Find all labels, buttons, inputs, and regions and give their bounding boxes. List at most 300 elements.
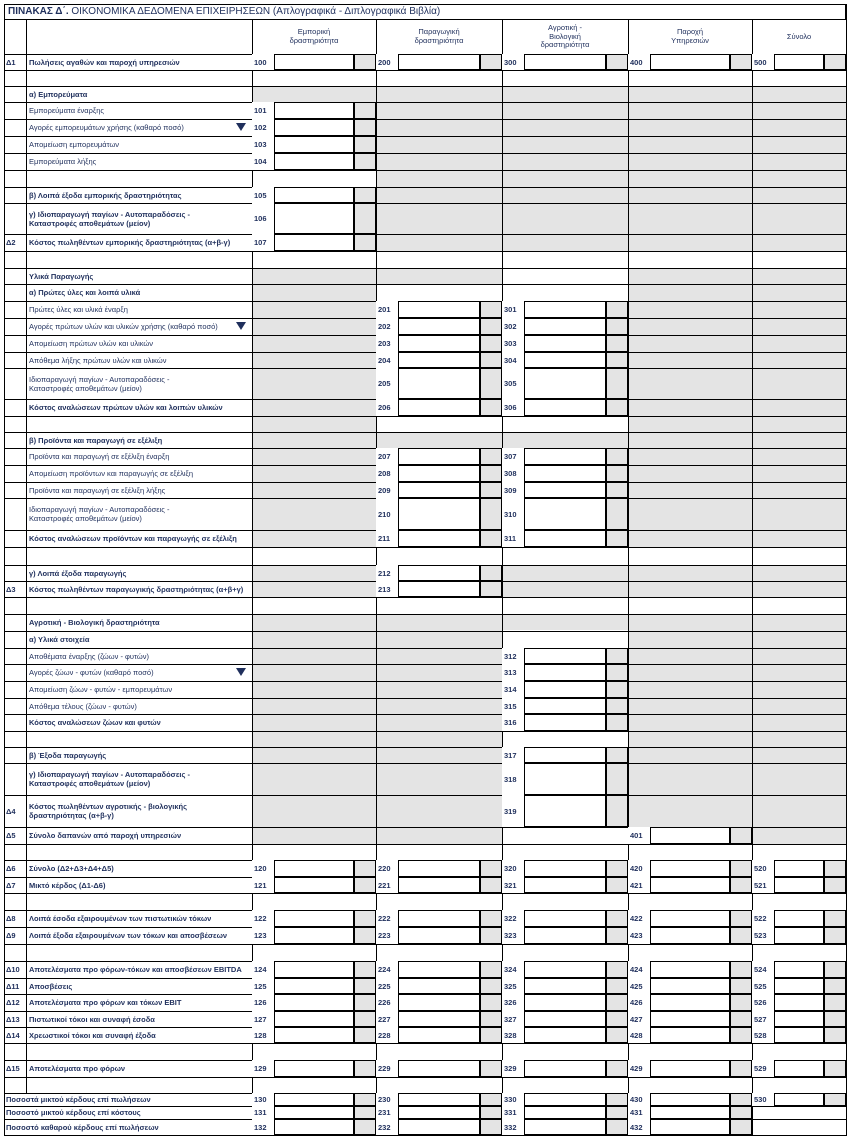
amount-field[interactable] xyxy=(524,399,606,416)
amount-field[interactable] xyxy=(524,698,606,714)
decimal-field[interactable] xyxy=(824,1093,846,1106)
amount-field[interactable] xyxy=(274,102,354,119)
decimal-field[interactable] xyxy=(730,827,752,844)
field-code: 500 xyxy=(752,54,774,70)
decimal-field[interactable] xyxy=(606,465,628,482)
decimal-field[interactable] xyxy=(354,877,376,893)
amount-field[interactable] xyxy=(398,860,480,877)
decimal-field[interactable] xyxy=(354,234,376,251)
amount-field[interactable] xyxy=(398,448,480,465)
field-code: 120 xyxy=(252,860,274,877)
amount-field[interactable] xyxy=(774,994,824,1011)
amount-field[interactable] xyxy=(524,335,606,352)
amount-field[interactable] xyxy=(524,301,606,318)
decimal-field[interactable] xyxy=(480,482,502,498)
decimal-field[interactable] xyxy=(606,498,628,530)
amount-field[interactable] xyxy=(524,1011,606,1027)
form-title xyxy=(4,4,846,20)
field-code: 200 xyxy=(376,54,398,70)
decimal-field[interactable] xyxy=(730,1060,752,1077)
decimal-field[interactable] xyxy=(480,368,502,399)
amount-field[interactable] xyxy=(274,910,354,927)
amount-field[interactable] xyxy=(398,301,480,318)
amount-field[interactable] xyxy=(774,1060,824,1077)
decimal-field[interactable] xyxy=(354,978,376,994)
amount-field[interactable] xyxy=(774,1093,824,1106)
field-code: 230 xyxy=(376,1093,398,1106)
decimal-field[interactable] xyxy=(730,927,752,944)
decimal-field[interactable] xyxy=(354,927,376,944)
decimal-field[interactable] xyxy=(606,927,628,944)
row-label: Ιδιοπαραγωγή παγίων - Αυτοπαραδόσεις - Καταστροφές αποθεμάτων (μείον) xyxy=(29,505,170,523)
decimal-field[interactable] xyxy=(606,681,628,698)
amount-field[interactable] xyxy=(650,877,730,893)
row-label: Πωλήσεις αγαθών και παροχή υπηρεσιών xyxy=(29,57,180,67)
row-code: Δ10 xyxy=(6,965,20,974)
field-code: 101 xyxy=(252,102,274,119)
decimal-field[interactable] xyxy=(354,1027,376,1043)
row-label: Απόθεμα λήξης πρώτων υλών και υλικών xyxy=(29,355,167,365)
decimal-field[interactable] xyxy=(480,927,502,944)
amount-field[interactable] xyxy=(398,978,480,994)
dropdown-triangle-icon[interactable] xyxy=(236,322,246,330)
amount-field[interactable] xyxy=(398,530,480,547)
decimal-field[interactable] xyxy=(354,994,376,1011)
decimal-field[interactable] xyxy=(606,448,628,465)
decimal-field[interactable] xyxy=(824,54,846,70)
decimal-field[interactable] xyxy=(606,747,628,763)
amount-field[interactable] xyxy=(774,860,824,877)
amount-field[interactable] xyxy=(398,1011,480,1027)
field-code: 126 xyxy=(252,994,274,1011)
amount-field[interactable] xyxy=(524,877,606,893)
decimal-field[interactable] xyxy=(606,301,628,318)
amount-field[interactable] xyxy=(524,498,606,530)
amount-field[interactable] xyxy=(774,1011,824,1027)
amount-field[interactable] xyxy=(524,714,606,731)
amount-field[interactable] xyxy=(398,565,480,581)
decimal-field[interactable] xyxy=(606,763,628,795)
decimal-field[interactable] xyxy=(480,910,502,927)
field-code: 523 xyxy=(752,927,774,944)
field-code: 207 xyxy=(376,448,398,465)
amount-field[interactable] xyxy=(274,961,354,978)
field-code: 232 xyxy=(376,1119,398,1135)
decimal-field[interactable] xyxy=(606,978,628,994)
amount-field[interactable] xyxy=(274,1093,354,1106)
amount-field[interactable] xyxy=(398,54,480,70)
decimal-field[interactable] xyxy=(730,910,752,927)
decimal-field[interactable] xyxy=(354,102,376,119)
decimal-field[interactable] xyxy=(354,1060,376,1077)
gray-block xyxy=(502,432,628,448)
decimal-field[interactable] xyxy=(354,153,376,170)
field-code: 427 xyxy=(628,1011,650,1027)
decimal-field[interactable] xyxy=(730,961,752,978)
decimal-field[interactable] xyxy=(480,1060,502,1077)
amount-field[interactable] xyxy=(650,994,730,1011)
amount-field[interactable] xyxy=(774,54,824,70)
decimal-field[interactable] xyxy=(606,698,628,714)
row-code: Δ4 xyxy=(6,806,16,816)
gray-block xyxy=(752,268,846,547)
row-label: α) Υλικά στοιχεία xyxy=(29,635,90,644)
decimal-field[interactable] xyxy=(824,961,846,978)
gray-block xyxy=(252,86,376,102)
amount-field[interactable] xyxy=(398,335,480,352)
field-code: 522 xyxy=(752,910,774,927)
amount-field[interactable] xyxy=(274,978,354,994)
decimal-field[interactable] xyxy=(480,530,502,547)
decimal-field[interactable] xyxy=(480,1093,502,1106)
amount-field[interactable] xyxy=(524,961,606,978)
amount-field[interactable] xyxy=(524,681,606,698)
amount-field[interactable] xyxy=(274,1060,354,1077)
decimal-field[interactable] xyxy=(606,482,628,498)
decimal-field[interactable] xyxy=(606,877,628,893)
amount-field[interactable] xyxy=(524,763,606,795)
decimal-field[interactable] xyxy=(480,994,502,1011)
field-code: 203 xyxy=(376,335,398,352)
row-label: Πρώτες ύλες και υλικά έναρξη xyxy=(29,305,128,314)
row-label: γ) Ιδιοπαραγωγή παγίων - Αυτοπαραδόσεις - Καταστροφές αποθεμάτων (μείον) xyxy=(29,209,190,228)
decimal-field[interactable] xyxy=(480,448,502,465)
amount-field[interactable] xyxy=(274,203,354,234)
decimal-field[interactable] xyxy=(730,877,752,893)
amount-field[interactable] xyxy=(274,136,354,153)
field-code: 128 xyxy=(252,1027,274,1043)
section-line xyxy=(4,547,846,548)
row-code: Δ9 xyxy=(6,931,16,940)
decimal-field[interactable] xyxy=(354,1106,376,1119)
decimal-field[interactable] xyxy=(606,994,628,1011)
amount-field[interactable] xyxy=(524,1119,606,1135)
amount-field[interactable] xyxy=(398,498,480,530)
amount-field[interactable] xyxy=(524,1106,606,1119)
decimal-field[interactable] xyxy=(730,1106,752,1119)
field-code: 326 xyxy=(502,994,524,1011)
decimal-field[interactable] xyxy=(354,1011,376,1027)
amount-field[interactable] xyxy=(274,187,354,203)
decimal-field[interactable] xyxy=(606,961,628,978)
amount-field[interactable] xyxy=(398,368,480,399)
amount-field[interactable] xyxy=(524,352,606,368)
amount-field[interactable] xyxy=(650,927,730,944)
amount-field[interactable] xyxy=(274,234,354,251)
decimal-field[interactable] xyxy=(354,187,376,203)
decimal-field[interactable] xyxy=(606,399,628,416)
amount-field[interactable] xyxy=(650,961,730,978)
amount-field[interactable] xyxy=(524,994,606,1011)
decimal-field[interactable] xyxy=(354,961,376,978)
amount-field[interactable] xyxy=(650,1119,730,1135)
amount-field[interactable] xyxy=(650,1093,730,1106)
decimal-field[interactable] xyxy=(824,978,846,994)
field-code: 530 xyxy=(752,1093,774,1106)
row-code: Δ7 xyxy=(6,880,16,890)
amount-field[interactable] xyxy=(650,827,730,844)
amount-field[interactable] xyxy=(524,1027,606,1043)
decimal-field[interactable] xyxy=(480,877,502,893)
decimal-field[interactable] xyxy=(824,860,846,877)
amount-field[interactable] xyxy=(650,910,730,927)
field-code: 225 xyxy=(376,978,398,994)
amount-field[interactable] xyxy=(274,877,354,893)
decimal-field[interactable] xyxy=(480,318,502,335)
amount-field[interactable] xyxy=(274,860,354,877)
amount-field[interactable] xyxy=(524,465,606,482)
decimal-field[interactable] xyxy=(480,335,502,352)
decimal-field[interactable] xyxy=(354,203,376,234)
amount-field[interactable] xyxy=(524,664,606,681)
section-line xyxy=(4,844,846,845)
amount-field[interactable] xyxy=(398,994,480,1011)
field-code: 227 xyxy=(376,1011,398,1027)
decimal-field[interactable] xyxy=(354,136,376,153)
amount-field[interactable] xyxy=(398,581,480,597)
amount-field[interactable] xyxy=(774,978,824,994)
row-code: Δ12 xyxy=(6,998,20,1007)
decimal-field[interactable] xyxy=(480,581,502,597)
amount-field[interactable] xyxy=(274,1106,354,1119)
decimal-field[interactable] xyxy=(606,1060,628,1077)
decimal-field[interactable] xyxy=(824,910,846,927)
decimal-field[interactable] xyxy=(824,1060,846,1077)
amount-field[interactable] xyxy=(774,877,824,893)
amount-field[interactable] xyxy=(398,1119,480,1135)
decimal-field[interactable] xyxy=(730,54,752,70)
decimal-field[interactable] xyxy=(606,530,628,547)
field-code: 206 xyxy=(376,399,398,416)
decimal-field[interactable] xyxy=(606,1011,628,1027)
dropdown-triangle-icon[interactable] xyxy=(236,668,246,676)
row-label: Αποτελέσματα προ φόρων και τόκων EBIT xyxy=(29,998,182,1007)
field-code: 329 xyxy=(502,1060,524,1077)
decimal-field[interactable] xyxy=(480,498,502,530)
amount-field[interactable] xyxy=(274,1027,354,1043)
amount-field[interactable] xyxy=(524,530,606,547)
decimal-field[interactable] xyxy=(480,465,502,482)
decimal-field[interactable] xyxy=(354,1093,376,1106)
amount-field[interactable] xyxy=(774,910,824,927)
decimal-field[interactable] xyxy=(606,648,628,664)
section-line xyxy=(4,944,846,945)
amount-field[interactable] xyxy=(398,352,480,368)
amount-field[interactable] xyxy=(398,399,480,416)
field-code: 526 xyxy=(752,994,774,1011)
amount-field[interactable] xyxy=(650,1011,730,1027)
amount-field[interactable] xyxy=(398,910,480,927)
dropdown-triangle-icon[interactable] xyxy=(236,123,246,131)
gray-block xyxy=(628,747,752,763)
decimal-field[interactable] xyxy=(480,961,502,978)
field-code: 304 xyxy=(502,352,524,368)
row-label: β) Λοιπά έξοδα εμπορικής δραστηριότητας xyxy=(29,190,182,200)
decimal-field[interactable] xyxy=(480,301,502,318)
amount-field[interactable] xyxy=(398,318,480,335)
amount-field[interactable] xyxy=(524,54,606,70)
amount-field[interactable] xyxy=(524,1060,606,1077)
decimal-field[interactable] xyxy=(354,1119,376,1135)
field-code: 220 xyxy=(376,860,398,877)
amount-field[interactable] xyxy=(398,961,480,978)
decimal-field[interactable] xyxy=(606,368,628,399)
amount-field[interactable] xyxy=(274,119,354,136)
row-label: Αποτελέσματα προ φόρων xyxy=(29,1064,126,1073)
decimal-field[interactable] xyxy=(824,1011,846,1027)
row-code: Δ11 xyxy=(6,981,20,991)
amount-field[interactable] xyxy=(524,648,606,664)
amount-field[interactable] xyxy=(650,54,730,70)
row-label: Κόστος πωληθέντων εμπορικής δραστηριότητας (α+β-γ) xyxy=(29,238,231,247)
decimal-field[interactable] xyxy=(480,565,502,581)
decimal-field[interactable] xyxy=(354,119,376,136)
decimal-field[interactable] xyxy=(480,1106,502,1119)
field-code: 212 xyxy=(376,565,398,581)
decimal-field[interactable] xyxy=(354,910,376,927)
form-title-suffix: (Απλογραφικά - Διπλογραφικά Βιβλία) xyxy=(270,6,441,17)
field-code: 229 xyxy=(376,1060,398,1077)
decimal-field[interactable] xyxy=(606,335,628,352)
form-title-prefix: ΠΙΝΑΚΑΣ Δ΄. xyxy=(8,6,69,17)
amount-field[interactable] xyxy=(524,910,606,927)
amount-field[interactable] xyxy=(650,860,730,877)
amount-field[interactable] xyxy=(650,978,730,994)
decimal-field[interactable] xyxy=(730,994,752,1011)
row-line xyxy=(4,731,846,732)
decimal-field[interactable] xyxy=(606,1106,628,1119)
field-code: 524 xyxy=(752,961,774,978)
decimal-field[interactable] xyxy=(480,1011,502,1027)
amount-field[interactable] xyxy=(398,1027,480,1043)
amount-field[interactable] xyxy=(398,927,480,944)
amount-field[interactable] xyxy=(650,1060,730,1077)
amount-field[interactable] xyxy=(524,318,606,335)
amount-field[interactable] xyxy=(524,978,606,994)
field-code: 315 xyxy=(502,698,524,714)
decimal-field[interactable] xyxy=(480,978,502,994)
decimal-field[interactable] xyxy=(824,1027,846,1043)
field-code: 310 xyxy=(502,498,524,530)
row-label: Ποσοστό μικτού κέρδους επί κόστους xyxy=(6,1108,141,1117)
decimal-field[interactable] xyxy=(730,1027,752,1043)
section-line xyxy=(4,170,846,171)
amount-field[interactable] xyxy=(398,877,480,893)
field-code: 328 xyxy=(502,1027,524,1043)
amount-field[interactable] xyxy=(524,795,606,827)
section-line xyxy=(4,597,846,598)
decimal-field[interactable] xyxy=(824,877,846,893)
amount-field[interactable] xyxy=(774,927,824,944)
field-code: 231 xyxy=(376,1106,398,1119)
decimal-field[interactable] xyxy=(606,1093,628,1106)
amount-field[interactable] xyxy=(398,1106,480,1119)
row-code: Δ2 xyxy=(6,238,16,247)
field-code: 303 xyxy=(502,335,524,352)
field-code: 313 xyxy=(502,664,524,681)
decimal-field[interactable] xyxy=(730,1119,752,1135)
amount-field[interactable] xyxy=(524,860,606,877)
amount-field[interactable] xyxy=(524,927,606,944)
decimal-field[interactable] xyxy=(606,1027,628,1043)
decimal-field[interactable] xyxy=(606,795,628,827)
decimal-field[interactable] xyxy=(480,1119,502,1135)
amount-field[interactable] xyxy=(398,482,480,498)
decimal-field[interactable] xyxy=(354,54,376,70)
amount-field[interactable] xyxy=(524,747,606,763)
decimal-field[interactable] xyxy=(606,318,628,335)
section-line xyxy=(4,70,846,71)
decimal-field[interactable] xyxy=(606,54,628,70)
amount-field[interactable] xyxy=(524,368,606,399)
decimal-field[interactable] xyxy=(480,860,502,877)
field-code: 105 xyxy=(252,187,274,203)
row-code: Δ14 xyxy=(6,1030,20,1040)
amount-field[interactable] xyxy=(398,465,480,482)
decimal-field[interactable] xyxy=(730,860,752,877)
amount-field[interactable] xyxy=(274,1011,354,1027)
gray-block xyxy=(252,268,376,284)
amount-field[interactable] xyxy=(274,54,354,70)
decimal-field[interactable] xyxy=(480,54,502,70)
amount-field[interactable] xyxy=(274,153,354,170)
field-code: 528 xyxy=(752,1027,774,1043)
row-label: Λοιπά έξοδα εξαιρουμένων των τόκων και αποσβέσεων xyxy=(29,931,228,940)
amount-field[interactable] xyxy=(524,482,606,498)
decimal-field[interactable] xyxy=(606,910,628,927)
decimal-field[interactable] xyxy=(480,1027,502,1043)
field-code: 305 xyxy=(502,368,524,399)
amount-field[interactable] xyxy=(274,994,354,1011)
amount-field[interactable] xyxy=(274,1119,354,1135)
gray-block xyxy=(252,432,376,448)
field-code: 130 xyxy=(252,1093,274,1106)
row-label: Προϊόντα και παραγωγή σε εξέλιξη λήξης xyxy=(29,485,166,495)
field-code: 323 xyxy=(502,927,524,944)
decimal-field[interactable] xyxy=(606,860,628,877)
amount-field[interactable] xyxy=(524,448,606,465)
row-label: Χρεωστικοί τόκοι και συναφή έξοδα xyxy=(29,1030,156,1040)
row-label: α) Πρώτες ύλες και λοιπά υλικά xyxy=(29,288,141,297)
decimal-field[interactable] xyxy=(730,1093,752,1106)
field-code: 529 xyxy=(752,1060,774,1077)
decimal-field[interactable] xyxy=(606,352,628,368)
field-code: 309 xyxy=(502,482,524,498)
amount-field[interactable] xyxy=(650,1027,730,1043)
amount-field[interactable] xyxy=(650,1106,730,1119)
decimal-field[interactable] xyxy=(354,860,376,877)
field-code: 226 xyxy=(376,994,398,1011)
decimal-field[interactable] xyxy=(606,1119,628,1135)
amount-field[interactable] xyxy=(774,961,824,978)
amount-field[interactable] xyxy=(398,1093,480,1106)
decimal-field[interactable] xyxy=(606,714,628,731)
amount-field[interactable] xyxy=(774,1027,824,1043)
row-label: Κόστος πωληθέντων αγροτικής - βιολογικής δραστηριότητας (α+β-γ) xyxy=(29,802,187,820)
decimal-field[interactable] xyxy=(480,352,502,368)
decimal-field[interactable] xyxy=(606,664,628,681)
decimal-field[interactable] xyxy=(480,399,502,416)
field-code: 319 xyxy=(502,795,524,827)
decimal-field[interactable] xyxy=(730,1011,752,1027)
amount-field[interactable] xyxy=(398,1060,480,1077)
row-label: Αποσβέσεις xyxy=(29,981,73,991)
amount-field[interactable] xyxy=(274,927,354,944)
amount-field[interactable] xyxy=(524,1093,606,1106)
decimal-field[interactable] xyxy=(824,994,846,1011)
decimal-field[interactable] xyxy=(824,927,846,944)
decimal-field[interactable] xyxy=(730,978,752,994)
